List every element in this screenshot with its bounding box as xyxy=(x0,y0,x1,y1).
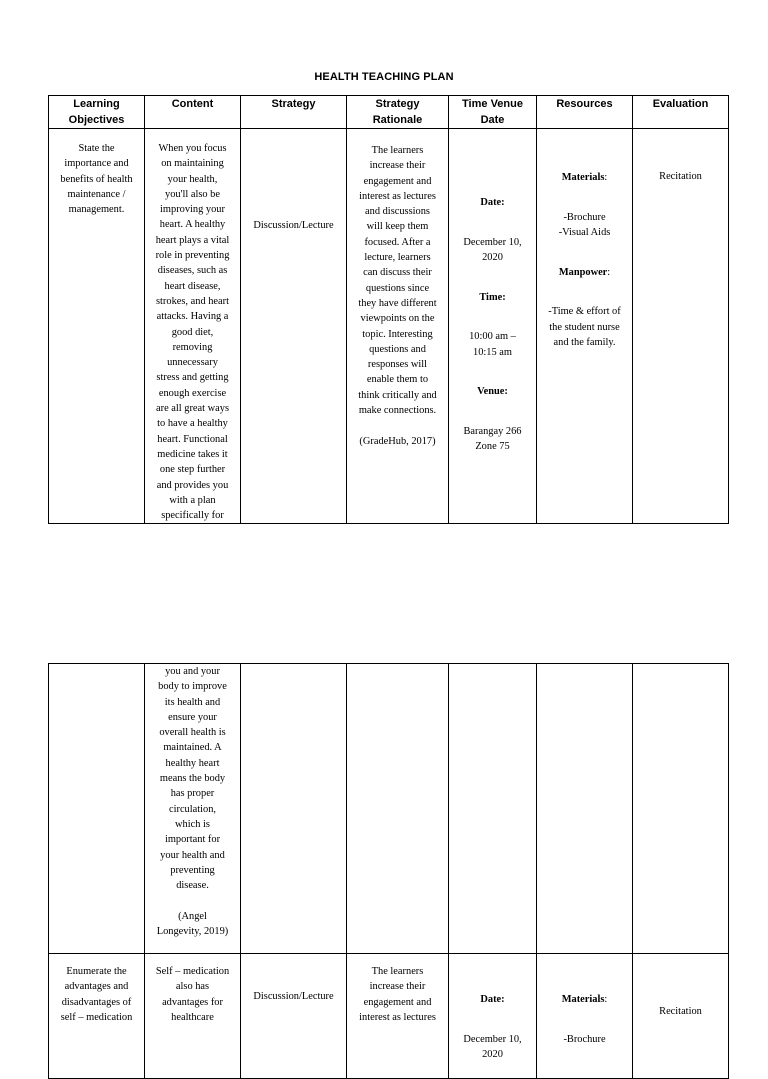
venue-value: Barangay 266 Zone 75 xyxy=(463,425,522,453)
resources-cell: Materials: -Brochure -Visual Aids Manpower: -Time & effort of the student nurse and the family. xyxy=(537,129,633,524)
objective-cell xyxy=(49,664,145,954)
header-resources: Resources xyxy=(537,96,633,129)
header-strategy: Strategy xyxy=(241,96,347,129)
materials-value: -Brochure -Visual Aids xyxy=(558,211,611,239)
manpower-value: -Time & effort of the student nurse and the family. xyxy=(548,306,621,348)
document-title: HEALTH TEACHING PLAN xyxy=(314,71,454,83)
materials-label: Materials xyxy=(561,994,605,1006)
time-venue-date-cell xyxy=(449,664,537,954)
objective-cell: State the importance and benefits of health maintenance / management. xyxy=(49,129,145,524)
time-value: 10:00 am – 10:15 am xyxy=(469,331,516,358)
evaluation-cell: Recitation xyxy=(633,129,729,524)
table-row xyxy=(49,954,729,1079)
date-label: Date: xyxy=(480,994,505,1006)
table-row xyxy=(49,129,729,524)
header-evaluation: Evaluation xyxy=(633,96,729,129)
rationale-cell: The learners increase their engagement and interest as lectures and discussions will keep them focused. After a lecture, learners can discuss their questions since they have different viewpoints on the topic. Interesting questions and responses will enable them to think critically and make connections. (GradeHub, 2017) xyxy=(347,129,449,524)
header-strategy-rationale: Strategy Rationale xyxy=(347,96,449,129)
rationale-cell: The learners increase their engagement and interest as lectures xyxy=(347,954,449,1079)
teaching-plan-table-continued xyxy=(48,663,729,1079)
header-time-venue-date: Time Venue Date xyxy=(449,96,537,129)
resources-cell: Materials: -Brochure xyxy=(537,954,633,1079)
date-value: December 10, 2020 xyxy=(463,236,522,264)
date-value: December 10, 2020 xyxy=(463,1033,522,1061)
venue-label: Venue: xyxy=(477,386,508,398)
date-label: Date: xyxy=(480,197,505,209)
content-cell: When you focus on maintaining your health, you'll also be improving your heart. A healthy heart plays a vital role in preventing diseases, such as heart disease, strokes, and heart attacks. Having a good diet, removing unnecessary stress and getting enough exercise are all great ways to have a healthy heart. Functional medicine takes it one step further and provides you with a plan specifically for xyxy=(145,129,241,524)
evaluation-cell: Recitation xyxy=(633,954,729,1079)
time-venue-date-cell xyxy=(449,129,537,524)
header-content: Content xyxy=(145,96,241,129)
resources-cell xyxy=(537,664,633,954)
evaluation-cell xyxy=(633,664,729,954)
materials-label: Materials xyxy=(561,172,605,184)
content-cell: Self – medication also has advantages for healthcare xyxy=(145,954,241,1079)
header-learning-objectives: Learning Objectives xyxy=(49,96,145,129)
objective-cell: Enumerate the advantages and disadvantages of self – medication xyxy=(49,954,145,1079)
header-row xyxy=(49,96,729,129)
strategy-cell: Discussion/Lecture xyxy=(241,129,347,524)
rationale-cell xyxy=(347,664,449,954)
manpower-label: Manpower xyxy=(558,266,608,278)
content-continuation-cell: you and your body to improve its health and ensure your overall health is maintained. A healthy heart means the body has proper circulation, which is important for your health and preventing disease. (Angel Longevity, 2019) xyxy=(145,664,241,954)
strategy-cell: Discussion/Lecture xyxy=(241,954,347,1079)
strategy-cell xyxy=(241,664,347,954)
table-row xyxy=(49,664,729,954)
time-venue-date-cell xyxy=(449,954,537,1079)
time-label: Time: xyxy=(479,291,506,303)
teaching-plan-table xyxy=(48,95,729,524)
materials-value: -Brochure xyxy=(563,1033,606,1045)
